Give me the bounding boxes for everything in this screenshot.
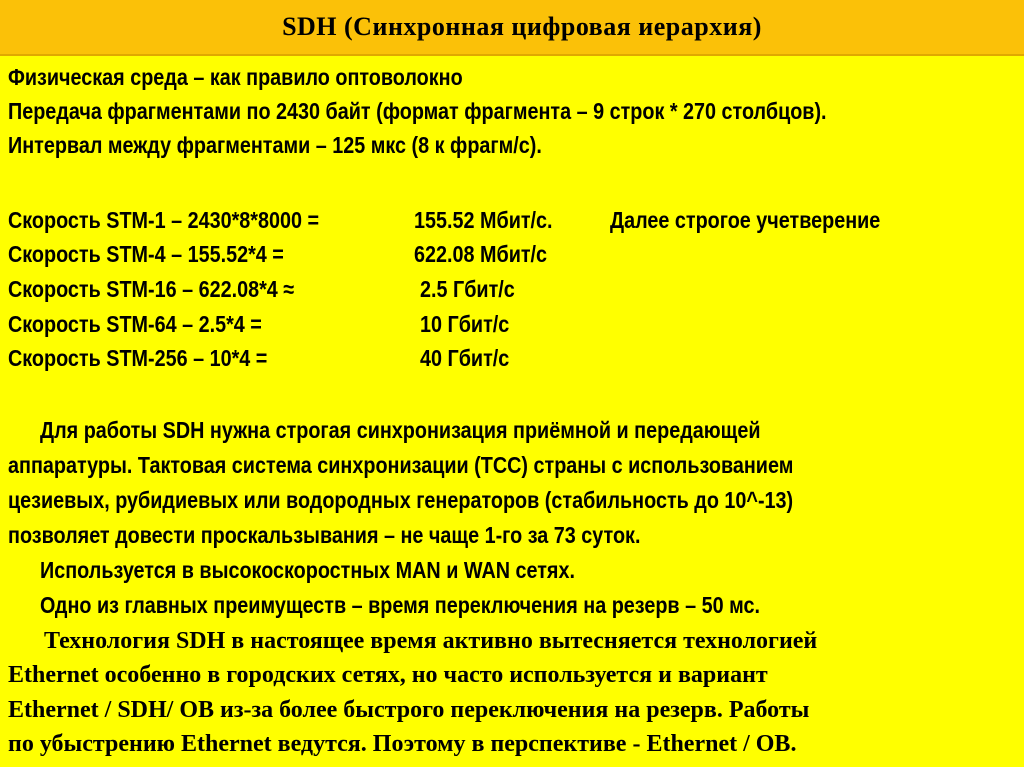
speed-result: 622.08 Мбит/с — [414, 241, 548, 267]
intro-line: Интервал между фрагментами – 125 мкс (8 к фрагм/с). — [8, 132, 542, 158]
speed-formula: Скорость STM-4 – 155.52*4 = — [8, 241, 284, 267]
speed-result: 10 Гбит/с — [420, 311, 510, 337]
sync-paragraph-line: цезиевых, рубидиевых или водородных генераторов (стабильность до 10^-13) — [8, 487, 794, 513]
intro-line: Физическая среда – как правило оптоволокно — [8, 64, 463, 90]
ethernet-paragraph-line: Ethernet / SDH/ ОВ из-за более быстрого переключения на резерв. Работы — [8, 697, 810, 723]
ethernet-paragraph-line: Технология SDH в настоящее время активно вытесняется технологией — [44, 628, 818, 654]
usage-line: Используется в высокоскоростных MAN и WAN сетях. — [40, 557, 575, 583]
slide-title-bar — [0, 0, 1024, 56]
slide-body — [0, 58, 1024, 767]
speed-result: 40 Гбит/с — [420, 345, 510, 371]
speed-formula: Скорость STM-1 – 2430*8*8000 = — [8, 207, 320, 233]
ethernet-paragraph-line: Ethernet особенно в городских сетях, но часто используется и вариант — [8, 662, 768, 688]
intro-line: Передача фрагментами по 2430 байт (формат фрагмента – 9 строк * 270 столбцов). — [8, 98, 827, 124]
sync-paragraph-line: аппаратуры. Тактовая система синхронизации (ТСС) страны с использованием — [8, 452, 794, 478]
speed-result: 155.52 Мбит/с. — [414, 207, 553, 233]
sync-paragraph-line: позволяет довести проскальзывания – не чаще 1-го за 73 суток. — [8, 522, 641, 548]
speed-formula: Скорость STM-256 – 10*4 = — [8, 345, 268, 371]
speed-note: Далее строгое учетверение — [610, 207, 881, 233]
advantage-line: Одно из главных преимуществ – время переключения на резерв – 50 мс. — [40, 592, 760, 618]
slide-title: SDH (Синхронная цифровая иерархия) — [282, 12, 762, 41]
sync-paragraph-line: Для работы SDH нужна строгая синхронизация приёмной и передающей — [40, 417, 761, 443]
speed-formula: Скорость STM-64 – 2.5*4 = — [8, 311, 262, 337]
ethernet-paragraph-line: по убыстрению Ethernet ведутся. Поэтому в перспективе - Ethernet / ОВ. — [8, 731, 797, 757]
speed-result: 2.5 Гбит/с — [420, 276, 515, 302]
speed-formula: Скорость STM-16 – 622.08*4 ≈ — [8, 276, 295, 302]
